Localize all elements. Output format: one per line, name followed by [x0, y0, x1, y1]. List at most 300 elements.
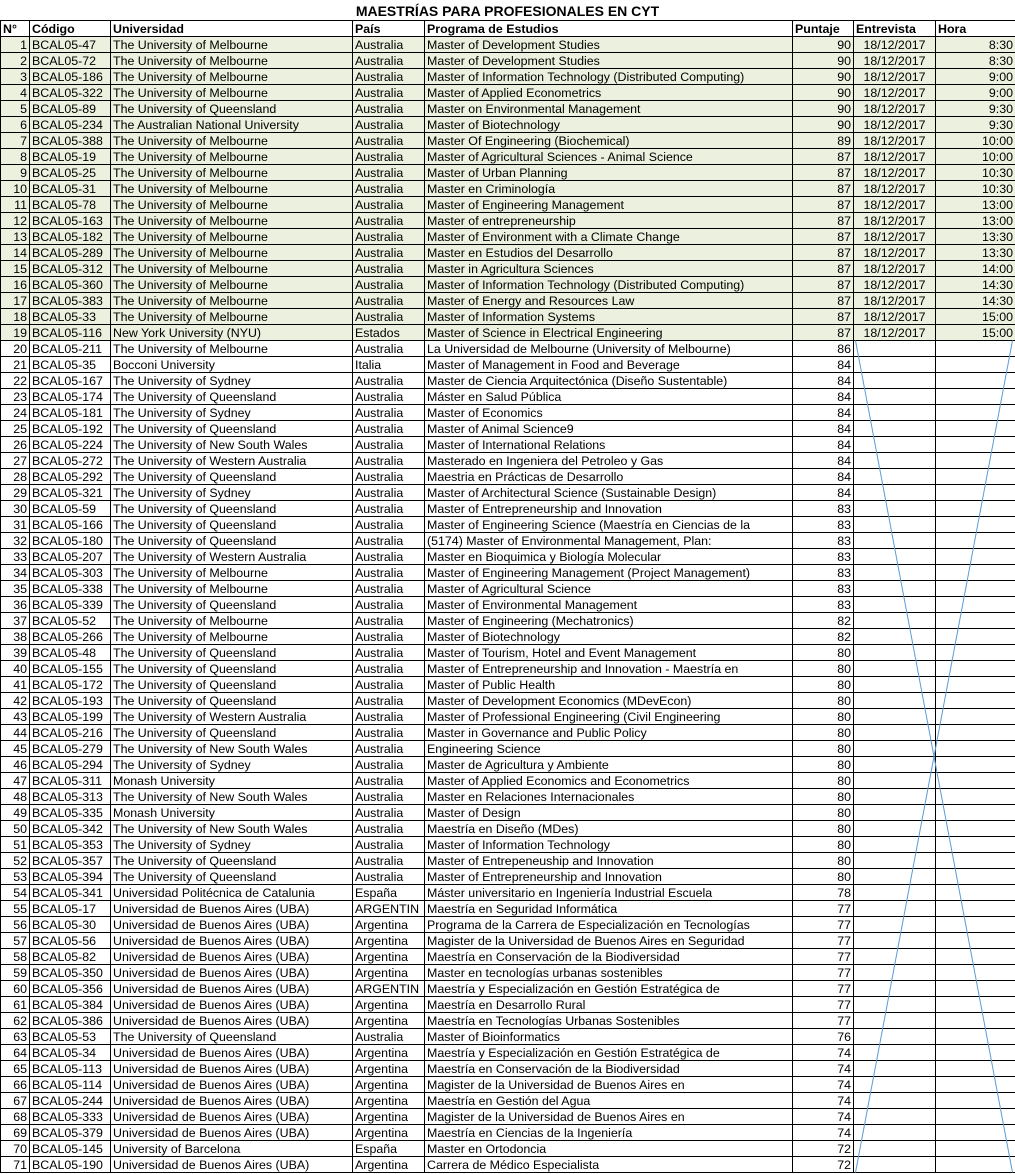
cell-entrevista[interactable]	[854, 965, 936, 981]
cell-codigo[interactable]: BCAL05-279	[30, 741, 111, 757]
cell-puntaje[interactable]: 74	[793, 1109, 854, 1125]
cell-programa[interactable]: Master of Tourism, Hotel and Event Management	[425, 645, 793, 661]
cell-entrevista[interactable]	[854, 1125, 936, 1141]
cell-hora[interactable]	[936, 549, 1015, 565]
cell-codigo[interactable]: BCAL05-181	[30, 405, 111, 421]
cell-programa[interactable]: Master of Agricultural Sciences - Animal Science	[425, 149, 793, 165]
cell-pais[interactable]: Argentina	[353, 1061, 425, 1077]
cell-pais[interactable]: Australia	[353, 133, 425, 149]
cell-pais[interactable]: Australia	[353, 85, 425, 101]
cell-hora[interactable]	[936, 1061, 1015, 1077]
cell-universidad[interactable]: The University of Queensland	[111, 645, 353, 661]
cell-pais[interactable]: Australia	[353, 405, 425, 421]
cell-hora[interactable]: 10:30	[936, 181, 1015, 197]
cell-pais[interactable]: Australia	[353, 773, 425, 789]
cell-programa[interactable]: Master of entrepreneurship	[425, 213, 793, 229]
cell-pais[interactable]: Australia	[353, 101, 425, 117]
row-number[interactable]: 28	[1, 469, 30, 485]
cell-programa[interactable]: Maestria en Prácticas de Desarrollo	[425, 469, 793, 485]
cell-codigo[interactable]: BCAL05-82	[30, 949, 111, 965]
cell-pais[interactable]: Australia	[353, 437, 425, 453]
cell-universidad[interactable]: The University of Melbourne	[111, 341, 353, 357]
cell-codigo[interactable]: BCAL05-350	[30, 965, 111, 981]
cell-puntaje[interactable]: 72	[793, 1141, 854, 1157]
cell-puntaje[interactable]: 87	[793, 197, 854, 213]
cell-universidad[interactable]: The University of Queensland	[111, 1029, 353, 1045]
cell-hora[interactable]: 13:30	[936, 245, 1015, 261]
cell-universidad[interactable]: The University of Sydney	[111, 757, 353, 773]
cell-puntaje[interactable]: 84	[793, 421, 854, 437]
cell-hora[interactable]: 13:30	[936, 229, 1015, 245]
cell-entrevista[interactable]	[854, 597, 936, 613]
row-number[interactable]: 39	[1, 645, 30, 661]
cell-codigo[interactable]: BCAL05-34	[30, 1045, 111, 1061]
cell-universidad[interactable]: The University of New South Wales	[111, 437, 353, 453]
cell-hora[interactable]	[936, 677, 1015, 693]
cell-universidad[interactable]: Universidad de Buenos Aires (UBA)	[111, 901, 353, 917]
cell-pais[interactable]: Argentina	[353, 1109, 425, 1125]
cell-hora[interactable]	[936, 661, 1015, 677]
cell-programa[interactable]: Master en Bioquimica y Biología Molecular	[425, 549, 793, 565]
cell-universidad[interactable]: University of Barcelona	[111, 1141, 353, 1157]
cell-puntaje[interactable]: 84	[793, 373, 854, 389]
cell-puntaje[interactable]: 83	[793, 517, 854, 533]
cell-codigo[interactable]: BCAL05-182	[30, 229, 111, 245]
cell-pais[interactable]: Australia	[353, 453, 425, 469]
cell-universidad[interactable]: Universidad de Buenos Aires (UBA)	[111, 965, 353, 981]
cell-pais[interactable]: Australia	[353, 53, 425, 69]
header-codigo[interactable]: Código	[30, 21, 111, 37]
cell-hora[interactable]: 14:00	[936, 261, 1015, 277]
cell-entrevista[interactable]	[854, 725, 936, 741]
cell-programa[interactable]: Master of Information Technology (Distributed Computing)	[425, 277, 793, 293]
cell-puntaje[interactable]: 80	[793, 821, 854, 837]
cell-universidad[interactable]: The University of Melbourne	[111, 277, 353, 293]
cell-programa[interactable]: Master of Urban Planning	[425, 165, 793, 181]
cell-codigo[interactable]: BCAL05-114	[30, 1077, 111, 1093]
row-number[interactable]: 63	[1, 1029, 30, 1045]
cell-programa[interactable]: Master in Agricultura Sciences	[425, 261, 793, 277]
cell-universidad[interactable]: Universidad de Buenos Aires (UBA)	[111, 1077, 353, 1093]
cell-programa[interactable]: Magister de la Universidad de Buenos Aires en	[425, 1077, 793, 1093]
cell-programa[interactable]: Master de Ciencia Arquitectónica (Diseño Sustentable)	[425, 373, 793, 389]
cell-puntaje[interactable]: 87	[793, 213, 854, 229]
cell-puntaje[interactable]: 80	[793, 725, 854, 741]
cell-hora[interactable]	[936, 613, 1015, 629]
cell-pais[interactable]: Australia	[353, 581, 425, 597]
row-number[interactable]: 40	[1, 661, 30, 677]
cell-universidad[interactable]: The University of Queensland	[111, 517, 353, 533]
cell-entrevista[interactable]	[854, 821, 936, 837]
cell-entrevista[interactable]	[854, 517, 936, 533]
cell-programa[interactable]: Maestría en Conservación de la Biodiversidad	[425, 949, 793, 965]
cell-universidad[interactable]: Universidad de Buenos Aires (UBA)	[111, 1013, 353, 1029]
cell-puntaje[interactable]: 83	[793, 597, 854, 613]
cell-pais[interactable]: Australia	[353, 341, 425, 357]
cell-codigo[interactable]: BCAL05-335	[30, 805, 111, 821]
cell-pais[interactable]: Australia	[353, 277, 425, 293]
row-number[interactable]: 43	[1, 709, 30, 725]
cell-hora[interactable]	[936, 453, 1015, 469]
cell-puntaje[interactable]: 77	[793, 949, 854, 965]
cell-pais[interactable]: Estados	[353, 325, 425, 341]
cell-programa[interactable]: Master in Governance and Public Policy	[425, 725, 793, 741]
cell-puntaje[interactable]: 77	[793, 901, 854, 917]
cell-hora[interactable]	[936, 741, 1015, 757]
row-number[interactable]: 10	[1, 181, 30, 197]
cell-programa[interactable]: Master of Environmental Management	[425, 597, 793, 613]
cell-programa[interactable]: Master of Management in Food and Beverage	[425, 357, 793, 373]
cell-puntaje[interactable]: 90	[793, 101, 854, 117]
row-number[interactable]: 30	[1, 501, 30, 517]
cell-universidad[interactable]: Universidad de Buenos Aires (UBA)	[111, 981, 353, 997]
row-number[interactable]: 46	[1, 757, 30, 773]
cell-programa[interactable]: Master of Public Health	[425, 677, 793, 693]
cell-programa[interactable]: Master of Bioinformatics	[425, 1029, 793, 1045]
row-number[interactable]: 6	[1, 117, 30, 133]
cell-puntaje[interactable]: 87	[793, 245, 854, 261]
cell-puntaje[interactable]: 80	[793, 677, 854, 693]
cell-entrevista[interactable]	[854, 485, 936, 501]
cell-pais[interactable]: Australia	[353, 709, 425, 725]
cell-hora[interactable]	[936, 885, 1015, 901]
cell-hora[interactable]	[936, 1029, 1015, 1045]
cell-codigo[interactable]: BCAL05-207	[30, 549, 111, 565]
cell-programa[interactable]: Master en tecnologías urbanas sostenibles	[425, 965, 793, 981]
cell-puntaje[interactable]: 84	[793, 453, 854, 469]
cell-universidad[interactable]: The University of Queensland	[111, 501, 353, 517]
cell-programa[interactable]: Master of Information Technology (Distributed Computing)	[425, 69, 793, 85]
cell-codigo[interactable]: BCAL05-113	[30, 1061, 111, 1077]
cell-hora[interactable]	[936, 853, 1015, 869]
cell-pais[interactable]: Australia	[353, 837, 425, 853]
cell-programa[interactable]: Maestría en Ciencias de la Ingeniería	[425, 1125, 793, 1141]
cell-programa[interactable]: Master of Professional Engineering (Civil Engineering	[425, 709, 793, 725]
cell-universidad[interactable]: Universidad de Buenos Aires (UBA)	[111, 1045, 353, 1061]
cell-entrevista[interactable]	[854, 773, 936, 789]
cell-entrevista[interactable]	[854, 389, 936, 405]
cell-pais[interactable]: Australia	[353, 501, 425, 517]
cell-entrevista[interactable]	[854, 805, 936, 821]
cell-entrevista[interactable]	[854, 1029, 936, 1045]
cell-puntaje[interactable]: 87	[793, 293, 854, 309]
cell-programa[interactable]: Master of Engineering (Mechatronics)	[425, 613, 793, 629]
cell-codigo[interactable]: BCAL05-386	[30, 1013, 111, 1029]
cell-hora[interactable]	[936, 981, 1015, 997]
cell-programa[interactable]: Master of Entrepreneurship and Innovation - Maestría en	[425, 661, 793, 677]
cell-universidad[interactable]: The University of Western Australia	[111, 549, 353, 565]
cell-universidad[interactable]: The University of Sydney	[111, 485, 353, 501]
cell-codigo[interactable]: BCAL05-192	[30, 421, 111, 437]
cell-codigo[interactable]: BCAL05-312	[30, 261, 111, 277]
cell-hora[interactable]	[936, 949, 1015, 965]
cell-pais[interactable]: Australia	[353, 821, 425, 837]
cell-puntaje[interactable]: 82	[793, 613, 854, 629]
cell-codigo[interactable]: BCAL05-244	[30, 1093, 111, 1109]
cell-entrevista[interactable]	[854, 581, 936, 597]
cell-puntaje[interactable]: 80	[793, 789, 854, 805]
cell-codigo[interactable]: BCAL05-294	[30, 757, 111, 773]
cell-puntaje[interactable]: 83	[793, 533, 854, 549]
cell-codigo[interactable]: BCAL05-303	[30, 565, 111, 581]
cell-programa[interactable]: Master of Development Studies	[425, 53, 793, 69]
cell-universidad[interactable]: The University of Queensland	[111, 661, 353, 677]
cell-pais[interactable]: España	[353, 885, 425, 901]
cell-hora[interactable]	[936, 1125, 1015, 1141]
cell-entrevista[interactable]	[854, 437, 936, 453]
cell-puntaje[interactable]: 90	[793, 53, 854, 69]
cell-entrevista[interactable]	[854, 949, 936, 965]
cell-universidad[interactable]: The University of Melbourne	[111, 69, 353, 85]
row-number[interactable]: 5	[1, 101, 30, 117]
cell-puntaje[interactable]: 83	[793, 565, 854, 581]
cell-entrevista[interactable]	[854, 565, 936, 581]
cell-pais[interactable]: Argentina	[353, 1125, 425, 1141]
cell-universidad[interactable]: Bocconi University	[111, 357, 353, 373]
cell-codigo[interactable]: BCAL05-339	[30, 597, 111, 613]
cell-hora[interactable]: 15:00	[936, 325, 1015, 341]
cell-universidad[interactable]: The University of Melbourne	[111, 197, 353, 213]
cell-universidad[interactable]: The University of Melbourne	[111, 133, 353, 149]
cell-pais[interactable]: Australia	[353, 725, 425, 741]
row-number[interactable]: 67	[1, 1093, 30, 1109]
cell-entrevista[interactable]	[854, 1141, 936, 1157]
cell-hora[interactable]	[936, 645, 1015, 661]
cell-programa[interactable]: Master of Agricultural Science	[425, 581, 793, 597]
cell-pais[interactable]: Australia	[353, 149, 425, 165]
row-number[interactable]: 59	[1, 965, 30, 981]
cell-entrevista[interactable]	[854, 373, 936, 389]
cell-programa[interactable]: Magister de la Universidad de Buenos Aires en	[425, 1109, 793, 1125]
cell-hora[interactable]	[936, 1077, 1015, 1093]
cell-programa[interactable]: Master of Engineering Management (Project Management)	[425, 565, 793, 581]
row-number[interactable]: 7	[1, 133, 30, 149]
cell-entrevista[interactable]	[854, 901, 936, 917]
cell-entrevista[interactable]	[854, 1157, 936, 1173]
cell-programa[interactable]: Master of Energy and Resources Law	[425, 293, 793, 309]
cell-programa[interactable]: Master en Ortodoncia	[425, 1141, 793, 1157]
cell-pais[interactable]: Australia	[353, 421, 425, 437]
row-number[interactable]: 54	[1, 885, 30, 901]
cell-codigo[interactable]: BCAL05-199	[30, 709, 111, 725]
cell-universidad[interactable]: The University of Queensland	[111, 421, 353, 437]
cell-hora[interactable]	[936, 933, 1015, 949]
cell-codigo[interactable]: BCAL05-56	[30, 933, 111, 949]
row-number[interactable]: 20	[1, 341, 30, 357]
cell-entrevista[interactable]: 18/12/2017	[854, 197, 936, 213]
cell-entrevista[interactable]	[854, 789, 936, 805]
cell-pais[interactable]: ARGENTIN	[353, 901, 425, 917]
cell-pais[interactable]: Australia	[353, 789, 425, 805]
cell-codigo[interactable]: BCAL05-78	[30, 197, 111, 213]
cell-pais[interactable]: Australia	[353, 853, 425, 869]
cell-pais[interactable]: Australia	[353, 517, 425, 533]
row-number[interactable]: 45	[1, 741, 30, 757]
cell-codigo[interactable]: BCAL05-360	[30, 277, 111, 293]
cell-codigo[interactable]: BCAL05-289	[30, 245, 111, 261]
cell-universidad[interactable]: The University of Melbourne	[111, 213, 353, 229]
cell-universidad[interactable]: The University of Sydney	[111, 373, 353, 389]
cell-programa[interactable]: Master en Criminología	[425, 181, 793, 197]
cell-entrevista[interactable]	[854, 757, 936, 773]
cell-entrevista[interactable]: 18/12/2017	[854, 229, 936, 245]
cell-pais[interactable]: Australia	[353, 565, 425, 581]
cell-pais[interactable]: Australia	[353, 661, 425, 677]
cell-puntaje[interactable]: 87	[793, 229, 854, 245]
cell-puntaje[interactable]: 74	[793, 1061, 854, 1077]
cell-hora[interactable]: 8:30	[936, 37, 1015, 53]
cell-pais[interactable]: Australia	[353, 389, 425, 405]
cell-hora[interactable]: 9:30	[936, 117, 1015, 133]
cell-universidad[interactable]: Universidad de Buenos Aires (UBA)	[111, 949, 353, 965]
cell-pais[interactable]: Argentina	[353, 1077, 425, 1093]
cell-puntaje[interactable]: 77	[793, 981, 854, 997]
cell-codigo[interactable]: BCAL05-211	[30, 341, 111, 357]
cell-entrevista[interactable]	[854, 837, 936, 853]
cell-pais[interactable]: Argentina	[353, 965, 425, 981]
cell-entrevista[interactable]	[854, 453, 936, 469]
cell-pais[interactable]: Australia	[353, 869, 425, 885]
cell-programa[interactable]: Magister de la Universidad de Buenos Aires en Seguridad	[425, 933, 793, 949]
row-number[interactable]: 52	[1, 853, 30, 869]
cell-pais[interactable]: Argentina	[353, 949, 425, 965]
cell-programa[interactable]: Master of Development Economics (MDevEcon)	[425, 693, 793, 709]
cell-pais[interactable]: Australia	[353, 309, 425, 325]
cell-hora[interactable]	[936, 1109, 1015, 1125]
cell-codigo[interactable]: BCAL05-272	[30, 453, 111, 469]
cell-programa[interactable]: Master of Information Systems	[425, 309, 793, 325]
cell-programa[interactable]: Master of Environment with a Climate Change	[425, 229, 793, 245]
cell-puntaje[interactable]: 87	[793, 165, 854, 181]
cell-programa[interactable]: Maestría en Gestión del Agua	[425, 1093, 793, 1109]
cell-pais[interactable]: Australia	[353, 245, 425, 261]
cell-hora[interactable]	[936, 757, 1015, 773]
cell-codigo[interactable]: BCAL05-384	[30, 997, 111, 1013]
cell-puntaje[interactable]: 83	[793, 549, 854, 565]
cell-universidad[interactable]: Universidad de Buenos Aires (UBA)	[111, 1093, 353, 1109]
cell-puntaje[interactable]: 74	[793, 1093, 854, 1109]
cell-pais[interactable]: Australia	[353, 197, 425, 213]
cell-puntaje[interactable]: 83	[793, 581, 854, 597]
cell-universidad[interactable]: The University of Queensland	[111, 533, 353, 549]
row-number[interactable]: 14	[1, 245, 30, 261]
cell-puntaje[interactable]: 80	[793, 645, 854, 661]
row-number[interactable]: 11	[1, 197, 30, 213]
cell-universidad[interactable]: The University of Sydney	[111, 405, 353, 421]
cell-entrevista[interactable]	[854, 1093, 936, 1109]
row-number[interactable]: 55	[1, 901, 30, 917]
cell-codigo[interactable]: BCAL05-338	[30, 581, 111, 597]
cell-pais[interactable]: Australia	[353, 261, 425, 277]
cell-puntaje[interactable]: 87	[793, 277, 854, 293]
header-universidad[interactable]: Universidad	[111, 21, 353, 37]
cell-pais[interactable]: Australia	[353, 229, 425, 245]
cell-hora[interactable]: 14:30	[936, 293, 1015, 309]
cell-hora[interactable]	[936, 437, 1015, 453]
cell-universidad[interactable]: The University of Queensland	[111, 677, 353, 693]
header-hora[interactable]: Hora	[936, 21, 1015, 37]
cell-hora[interactable]: 13:00	[936, 197, 1015, 213]
row-number[interactable]: 18	[1, 309, 30, 325]
cell-entrevista[interactable]	[854, 645, 936, 661]
cell-codigo[interactable]: BCAL05-163	[30, 213, 111, 229]
cell-pais[interactable]: Australia	[353, 117, 425, 133]
cell-universidad[interactable]: Monash University	[111, 805, 353, 821]
row-number[interactable]: 41	[1, 677, 30, 693]
cell-codigo[interactable]: BCAL05-234	[30, 117, 111, 133]
cell-entrevista[interactable]	[854, 501, 936, 517]
row-number[interactable]: 38	[1, 629, 30, 645]
cell-universidad[interactable]: The University of Melbourne	[111, 149, 353, 165]
cell-programa[interactable]: La Universidad de Melbourne (University of Melbourne)	[425, 341, 793, 357]
cell-codigo[interactable]: BCAL05-19	[30, 149, 111, 165]
row-number[interactable]: 2	[1, 53, 30, 69]
cell-puntaje[interactable]: 80	[793, 853, 854, 869]
cell-pais[interactable]: Australia	[353, 469, 425, 485]
cell-codigo[interactable]: BCAL05-33	[30, 309, 111, 325]
cell-hora[interactable]	[936, 837, 1015, 853]
cell-puntaje[interactable]: 77	[793, 1013, 854, 1029]
row-number[interactable]: 50	[1, 821, 30, 837]
cell-hora[interactable]	[936, 789, 1015, 805]
cell-puntaje[interactable]: 80	[793, 741, 854, 757]
row-number[interactable]: 62	[1, 1013, 30, 1029]
cell-puntaje[interactable]: 84	[793, 389, 854, 405]
cell-programa[interactable]: Masterado en Ingeniera del Petroleo y Gas	[425, 453, 793, 469]
cell-entrevista[interactable]	[854, 469, 936, 485]
row-number[interactable]: 47	[1, 773, 30, 789]
cell-universidad[interactable]: The University of Melbourne	[111, 85, 353, 101]
cell-programa[interactable]: Master de Agricultura y Ambiente	[425, 757, 793, 773]
cell-codigo[interactable]: BCAL05-167	[30, 373, 111, 389]
cell-codigo[interactable]: BCAL05-333	[30, 1109, 111, 1125]
cell-puntaje[interactable]: 80	[793, 661, 854, 677]
cell-universidad[interactable]: The University of Melbourne	[111, 581, 353, 597]
cell-pais[interactable]: Argentina	[353, 1013, 425, 1029]
cell-entrevista[interactable]	[854, 981, 936, 997]
cell-puntaje[interactable]: 90	[793, 37, 854, 53]
cell-hora[interactable]: 14:30	[936, 277, 1015, 293]
cell-entrevista[interactable]	[854, 677, 936, 693]
cell-hora[interactable]: 10:30	[936, 165, 1015, 181]
cell-puntaje[interactable]: 87	[793, 181, 854, 197]
cell-entrevista[interactable]	[854, 661, 936, 677]
cell-codigo[interactable]: BCAL05-353	[30, 837, 111, 853]
row-number[interactable]: 51	[1, 837, 30, 853]
cell-programa[interactable]: Master en Estudios del Desarrollo	[425, 245, 793, 261]
cell-universidad[interactable]: Universidad de Buenos Aires (UBA)	[111, 1157, 353, 1173]
cell-entrevista[interactable]	[854, 917, 936, 933]
cell-codigo[interactable]: BCAL05-313	[30, 789, 111, 805]
cell-universidad[interactable]: Universidad de Buenos Aires (UBA)	[111, 933, 353, 949]
cell-codigo[interactable]: BCAL05-394	[30, 869, 111, 885]
row-number[interactable]: 15	[1, 261, 30, 277]
cell-puntaje[interactable]: 87	[793, 325, 854, 341]
cell-puntaje[interactable]: 74	[793, 1045, 854, 1061]
cell-codigo[interactable]: BCAL05-35	[30, 357, 111, 373]
cell-programa[interactable]: Master of Engineering Management	[425, 197, 793, 213]
header-entrevista[interactable]: Entrevista	[854, 21, 936, 37]
cell-entrevista[interactable]: 18/12/2017	[854, 165, 936, 181]
cell-codigo[interactable]: BCAL05-17	[30, 901, 111, 917]
cell-universidad[interactable]: Universidad de Buenos Aires (UBA)	[111, 917, 353, 933]
cell-hora[interactable]	[936, 389, 1015, 405]
cell-codigo[interactable]: BCAL05-166	[30, 517, 111, 533]
cell-puntaje[interactable]: 80	[793, 709, 854, 725]
cell-pais[interactable]: Australia	[353, 373, 425, 389]
cell-entrevista[interactable]	[854, 1077, 936, 1093]
cell-entrevista[interactable]: 18/12/2017	[854, 149, 936, 165]
